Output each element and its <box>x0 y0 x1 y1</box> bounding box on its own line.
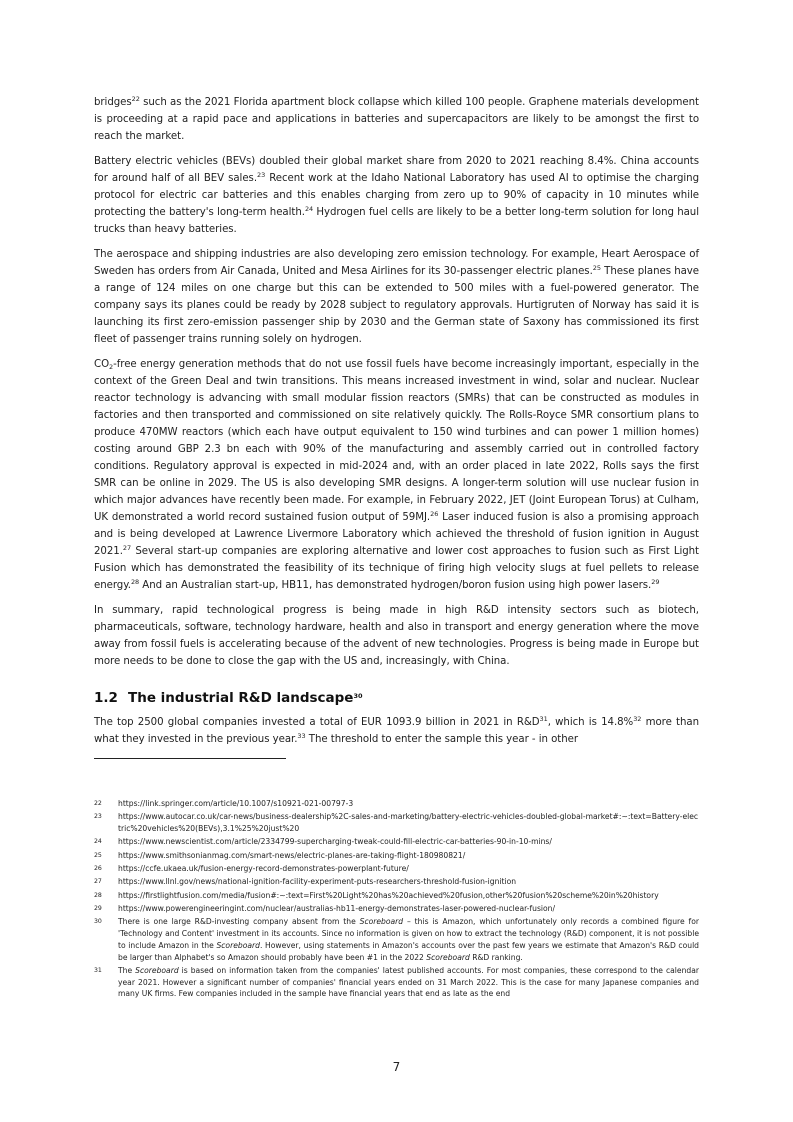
footnote-link[interactable]: https://www.smithsonianmag.com/smart-news/electric-planes-are-taking-flight-180980821/ <box>118 850 466 860</box>
section-heading: 1.2 The industrial R&D landscape$^{30}$ <box>94 690 363 706</box>
paragraph-co2-free: $CO_2$-free energy generation methods that do not use fossil fuels have become increasingly important, especially in the context of the Green Deal and twin transitions. This means increased investment in wind, solar and nuclear. Nuclear reactor technology is advancing with small modular fission reactors (SMRs) that can be constructed as modules in factories and then transported and commissioned on site relatively quickly. The Rolls-Royce SMR consortium plans to produce 470MW reactors (which each have output equivalent to 150 wind turbines and can power 1 million homes) costing around GBP 2.3 bn each with 90% of the manufacturing and assembly carried out in controlled factory conditions. Regulatory approval is expected in mid-2024 and, with an order placed in late 2022, Rolls says the first SMR can be online in 2029. The US is also developing SMR designs. A longer-term solution will use nuclear fusion in which major advances have recently been made. For example, in February 2022, JET (Joint European Torus) at Culham, UK demonstrated a world record sustained fusion output of 59MJ.$^{26}$ Laser induced fusion is also a promising approach and is being developed at Lawrence Livermore Laboratory which achieved the threshold of fusion ignition in August 2021.27 Several start-up companies are exploring alternative and lower cost approaches to fusion such as First Light Fusion which has demonstrated the feasibility of its technique of firing high velocity slugs at fuel pellets to release energy.$^{28}$ And an Australian start-up, HB11, has demonstrated hydrogen/boron fusion using high power lasers.$^{29}$ <box>94 359 700 591</box>
footnote-30: 30 There is one large R&D-investing company absent from the Scoreboard – this is Amazon, which unfortunately only records a combined figure for 'Technology and Content' investment in its accounts. Since no information is given on how to extract the technology (R&D) component, it is not possible to include Amazon in the Scoreboard. However, using statements in Amazon's accounts over the past few years we estimate that Amazon's R&D could be larger than Alphabet's so Amazon should probably have been #1 in the 2022 Scoreboard R&D ranking. <box>94 917 700 962</box>
footnote-23: 23 https://www.autocar.co.uk/car-news/business-dealership%2C-sales-and-marketing/battery-electric-vehicles-doubled-global-market#:~:text=Battery-electric%20vehicles%20(BEVs),3.1%25%20just%20 <box>94 812 699 834</box>
footnote-link[interactable]: https://www.newscientist.com/article/2334799-supercharging-tweak-could-fill-electric-car-batteries-90-in-10-mins/ <box>118 837 552 847</box>
footnote-ref-22[interactable]: 22 <box>131 95 140 103</box>
footnote-ref-33[interactable]: 33 <box>297 732 306 740</box>
footnote-29: 29 https://www.powerengineeringint.com/nuclear/australias-hb11-energy-demonstrates-laser-powered-nuclear-fusion/ <box>94 903 699 915</box>
footnote-link[interactable]: https://firstlightfusion.com/media/fusion#:~:text=First%20Light%20has%20achieved%20fusion,other%20fusion%20scheme%20in%20history <box>118 890 659 900</box>
paragraph-rd-landscape: The top 2500 global companies invested a total of EUR 1093.9 billion in 2021 in $R\&D^{31}$, which is 14.8%$^{32}$ more than what they invested in the previous year.$^{33}$ The threshold to enter the sample this year - in other <box>94 715 699 745</box>
paragraph-summary: In summary, rapid technological progress is being made in high R&D intensity sectors such as biotech, pharmaceuticals, software, technology hardware, health and also in transport and energy generation where the move away from fossil fuels is accelerating because of the advent of new technologies. Progress is being made in Europe but more needs to be done to close the gap with the US and, increasingly, with China. <box>94 605 699 667</box>
footnote-28: 28 https://firstlightfusion.com/media/fusion#:~:text=First%20Light%20has%20achieved%20fusion,other%20fusion%20scheme%20in%20history <box>94 890 699 902</box>
footnote-ref-24[interactable]: 24 <box>304 205 314 213</box>
footnotes <box>94 798 699 1002</box>
page-body <box>94 94 699 756</box>
paragraph-aerospace: The aerospace and shipping industries are also developing zero emission technology. For example, Heart Aerospace of Sweden has orders from Air Canada, United and Mesa Airlines for its 30-passenger electric planes.$^{25}$ These planes have a range of 124 miles on one charge but this can be extended to 500 miles with a fuel-powered generator. The company says its planes could be ready by 2028 subject to regulatory approvals. Hurtigruten of Norway has said it is launching its first zero-emission passenger ship by 2030 and the German state of Saxony has commissioned its first fleet of passenger trains running solely on hydrogen. <box>94 249 700 345</box>
footnote-31: 31 The Scoreboard is based on information taken from the companies' latest published accounts. For most companies, these correspond to the calendar year 2021. However a significant number of companies' financial years ended on 31 March 2022. This is the case for many Japanese companies and many UK firms. Few companies included in the sample have financial years that end as late as the end <box>94 965 699 999</box>
footnote-ref-27[interactable]: 27 <box>122 544 132 552</box>
footnote-link[interactable]: https://www.llnl.gov/news/national-ignition-facility-experiment-puts-researchers-threshold-fusion-ignition <box>118 877 517 887</box>
footnote-ref-30[interactable]: 30 <box>353 692 363 700</box>
footnote-link[interactable]: https://www.powerengineeringint.com/nuclear/australias-hb11-energy-demonstrates-laser-powered-nuclear-fusion/ <box>118 903 556 913</box>
page-number: 7 <box>392 1060 401 1074</box>
footnote-ref-31[interactable]: 31 <box>539 715 548 723</box>
paragraph-bev: Battery electric vehicles (BEVs) doubled their global market share from 2020 to 2021 reaching 8.4%. China accounts for around half of all BEV sales.$^{23}$ Recent work at the Idaho National Laboratory has used AI to optimise the charging protocol for electric car batteries and this enables charging from zero up to 90% of capacity in 10 minutes while protecting the battery's long-term health.$^{24}$ Hydrogen fuel cells are likely to be a better long-term solution for long haul trucks than heavy batteries. <box>94 156 699 235</box>
footnote-25: 25 https://www.smithsonianmag.com/smart-news/electric-planes-are-taking-flight-180980821/ <box>94 850 699 862</box>
footnote-ref-32[interactable]: 32 <box>633 715 642 723</box>
footnote-text: There is one large R&D-investing company absent from the Scoreboard – this is Amazon, which unfortunately only records a combined figure for 'Technology and Content' investment in its accounts. Since no information is given on how to extract the technology (R&D) component, it is not possible to include Amazon in the Scoreboard. However, using statements in Amazon's accounts over the past few years we estimate that Amazon's R&D could be larger than Alphabet's so Amazon should probably have been #1 in the 2022 Scoreboard R&D ranking. <box>118 917 700 962</box>
footnote-link[interactable]: https://link.springer.com/article/10.1007/s10921-021-00797-3 <box>118 799 354 808</box>
footnote-27: 27 https://www.llnl.gov/news/national-ignition-facility-experiment-puts-researchers-threshold-fusion-ignition <box>94 876 699 888</box>
footnote-24: 24 https://www.newscientist.com/article/2334799-supercharging-tweak-could-fill-electric-car-batteries-90-in-10-mins/ <box>94 836 699 848</box>
footnote-ref-26[interactable]: 26 <box>430 510 439 518</box>
footnote-link[interactable]: https://ccfe.ukaea.uk/fusion-energy-record-demonstrates-powerplant-future/ <box>118 863 409 873</box>
footnote-22: 22 https://link.springer.com/article/10.1007/s10921-021-00797-3 <box>94 798 699 810</box>
footnote-ref-28[interactable]: 28 <box>130 578 140 586</box>
footnote-link[interactable]: https://www.autocar.co.uk/car-news/business-dealership%2C-sales-and-marketing/battery-electric-vehicles-doubled-global-market#:~:text=Battery-electric%20vehicles%20(BEVs),3.1%25%20just%20 <box>118 812 699 834</box>
footnote-26: 26 https://ccfe.ukaea.uk/fusion-energy-record-demonstrates-powerplant-future/ <box>94 863 699 875</box>
footnote-text: The Scoreboard is based on information taken from the companies' latest published accounts. For most companies, these correspond to the calendar year 2021. However a significant number of companies' financial years ended on 31 March 2022. This is the case for many Japanese companies and many UK firms. Few companies included in the sample have financial years that end as late as the end <box>118 965 699 999</box>
footnote-ref-29[interactable]: 29 <box>651 578 660 586</box>
footnote-divider <box>94 758 286 759</box>
paragraph-graphene: bridges$^{22}$ such as the 2021 Florida apartment block collapse which killed 100 people. Graphene materials development is proceeding at a rapid pace and applications in batteries and supercapacitors are likely to be amongst the first to reach the market. <box>94 95 699 142</box>
footnote-ref-25[interactable]: 25 <box>592 264 601 272</box>
footnote-ref-23[interactable]: 23 <box>257 171 266 179</box>
